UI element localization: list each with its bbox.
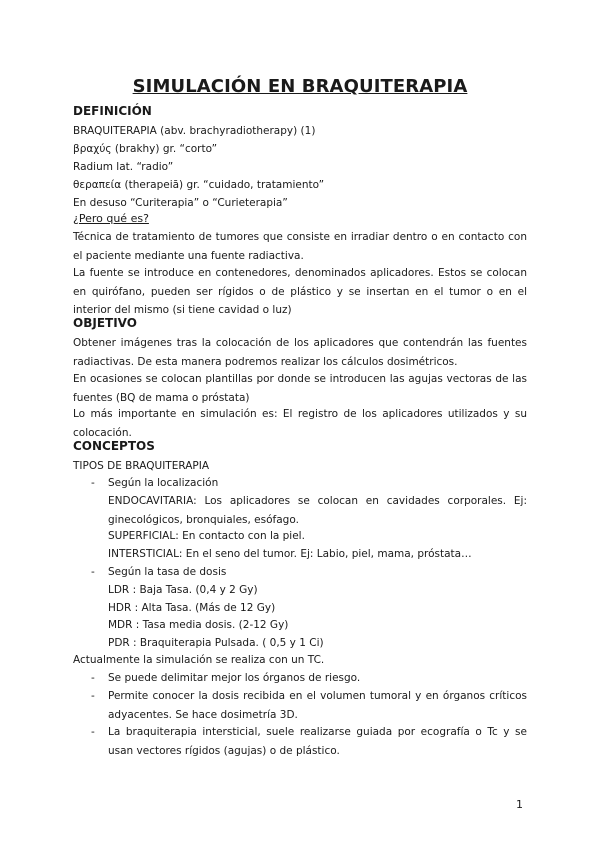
- objetivo-paragraph-1: Obtener imágenes tras la colocación de los aplicadores que contendrán las fuentes radiactivas. De esta manera podremos realizar los cálculos dosimétricos.: [73, 337, 527, 368]
- hdr-text: HDR : Alta Tasa. (Más de 12 Gy): [108, 602, 276, 614]
- def-line-2: βραχύς (brakhy) gr. “corto”: [73, 143, 218, 155]
- pero-paragraph-1: Técnica de tratamiento de tumores que consiste en irradiar dentro o en contacto con el paciente mediante una fuente radiactiva.: [73, 231, 527, 262]
- def-line-4: θεραπεία (therapeiā) gr. “cuidado, tratamiento”: [73, 179, 325, 191]
- def-line-3: Radium lat. “radio”: [73, 161, 174, 173]
- endocavitaria-text: ENDOCAVITARIA: Los aplicadores se colocan en cavidades corporales. Ej: ginecológicos, bronquiales, esófago.: [108, 495, 527, 526]
- bullet-dash: -: [91, 690, 95, 702]
- heading-pero: ¿Pero qué es?: [73, 212, 149, 225]
- mdr-text: MDR : Tasa media dosis. (2-12 Gy): [108, 619, 289, 631]
- pdr-text: PDR : Braquiterapia Pulsada. ( 0,5 y 1 Ci): [108, 637, 324, 649]
- bullet-dash: -: [91, 726, 95, 738]
- bullet-dosis-volumen: Permite conocer la dosis recibida en el volumen tumoral y en órganos críticos adyacentes. Se hace dosimetría 3D.: [108, 690, 527, 721]
- bullet-localizacion: Según la localización: [108, 477, 219, 489]
- bullet-intersticial-guiada: La braquiterapia intersticial, suele realizarse guiada por ecografía o Tc y se usan vectores rígidos (agujas) o de plástico.: [108, 726, 527, 757]
- objetivo-paragraph-3: Lo más importante en simulación es: El registro de los aplicadores utilizados y su colocación.: [73, 408, 527, 439]
- bullet-dash: -: [91, 477, 95, 489]
- bullet-dash: -: [91, 566, 95, 578]
- def-line-1: BRAQUITERAPIA (abv. brachyradiotherapy) (1): [73, 125, 316, 137]
- tipos-label: TIPOS DE BRAQUITERAPIA: [73, 460, 209, 472]
- heading-objetivo: OBJETIVO: [73, 316, 137, 330]
- intersticial-text: INTERSTICIAL: En el seno del tumor. Ej: Labio, piel, mama, próstata…: [108, 548, 472, 560]
- ldr-text: LDR : Baja Tasa. (0,4 y 2 Gy): [108, 584, 258, 596]
- objetivo-paragraph-2: En ocasiones se colocan plantillas por donde se introducen las agujas vectoras de las fuentes (BQ de mama o próstata): [73, 373, 527, 404]
- heading-definicion: DEFINICIÓN: [73, 104, 152, 118]
- superficial-text: SUPERFICIAL: En contacto con la piel.: [108, 530, 305, 542]
- actualmente-text: Actualmente la simulación se realiza con un TC.: [73, 654, 325, 666]
- pero-paragraph-2: La fuente se introduce en contenedores, denominados aplicadores. Estos se colocan en quirófano, pueden ser rígidos o de plástico y se insertan en el tumor o en el interior del mismo (si tiene cavidad o luz): [73, 267, 527, 316]
- def-line-5: En desuso “Curiterapia” o “Curieterapia”: [73, 197, 288, 209]
- page-title: SIMULACIÓN EN BRAQUITERAPIA: [132, 76, 468, 97]
- bullet-dash: -: [91, 672, 95, 684]
- page-number: 1: [516, 798, 523, 811]
- heading-conceptos: CONCEPTOS: [73, 439, 155, 453]
- bullet-tasa-dosis: Según la tasa de dosis: [108, 566, 227, 578]
- bullet-organos-riesgo: Se puede delimitar mejor los órganos de riesgo.: [108, 672, 361, 684]
